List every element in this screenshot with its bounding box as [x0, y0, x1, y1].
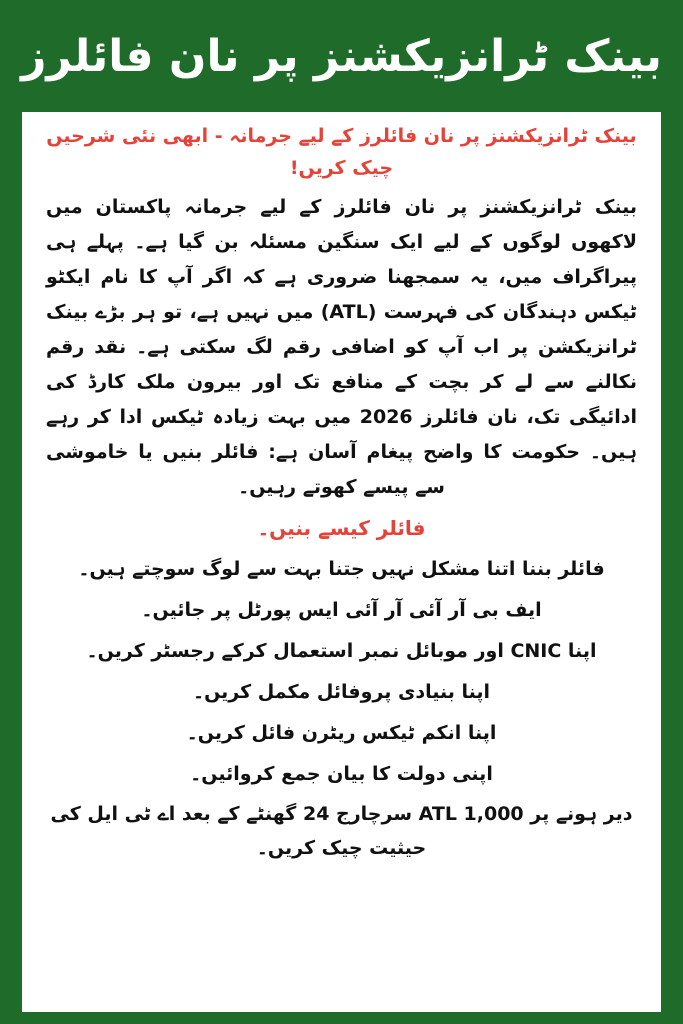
step-item: اپنا بنیادی پروفائل مکمل کریں۔	[192, 681, 491, 703]
step-item: اپنا انکم ٹیکس ریٹرن فائل کریں۔	[186, 722, 497, 744]
steps-list	[46, 551, 637, 792]
step-item: اپنا CNIC اور موبائل نمبر استعمال کرکے رجسٹر کریں۔	[86, 640, 597, 662]
intro-paragraph: بینک ٹرانزیکشنز پر نان فائلرز کے لیے جرمانہ پاکستان میں لاکھوں لوگوں کے لیے ایک سنگین مسئلہ بن گیا ہے۔ پہلے ہی پیراگراف میں، یہ سمجھنا ضروری ہے کہ اگر آپ کا نام ایکٹو ٹیکس دہندگان کی فہرست (ATL) میں نہیں ہے، تو ہر بڑے بینک ٹرانزیکشن پر اب آپ کو اضافی رقم لگ سکتی ہے۔ نقد رقم نکالنے سے لے کر بچت کے منافع تک اور بیرون ملک کارڈ کی ادائیگی تک، نان فائلرز 2026 میں بہت زیادہ ٹیکس ادا کر رہے ہیں۔ حکومت کا واضح پیغام آسان ہے: فائلر بنیں یا خاموشی سے پیسے کھوتے رہیں۔	[46, 196, 637, 498]
footer-note: دیر ہونے پر ATL 1,000 سرچارج 24 گھنٹے کے بعد اے ٹی ایل کی حیثیت چیک کریں۔	[50, 803, 633, 859]
header-banner	[0, 0, 683, 112]
page-title: بینک ٹرانزیکشنز پر نان فائلرز	[21, 30, 662, 82]
step-item: اپنی دولت کا بیان جمع کروائیں۔	[190, 763, 493, 785]
step-item: فائلر بننا اتنا مشکل نہیں جتنا بہت سے لوگ سوچتے ہیں۔	[78, 558, 605, 580]
article-subtitle: بینک ٹرانزیکشنز پر نان فائلرز کے لیے جرمانہ - ابھی نئی شرحیں چیک کریں!	[46, 125, 637, 179]
article-card	[22, 112, 661, 1012]
section-heading: فائلر کیسے بنیں۔	[257, 516, 426, 540]
step-item: ایف بی آر آئی آر آئی ایس پورٹل پر جائیں۔	[141, 599, 542, 621]
